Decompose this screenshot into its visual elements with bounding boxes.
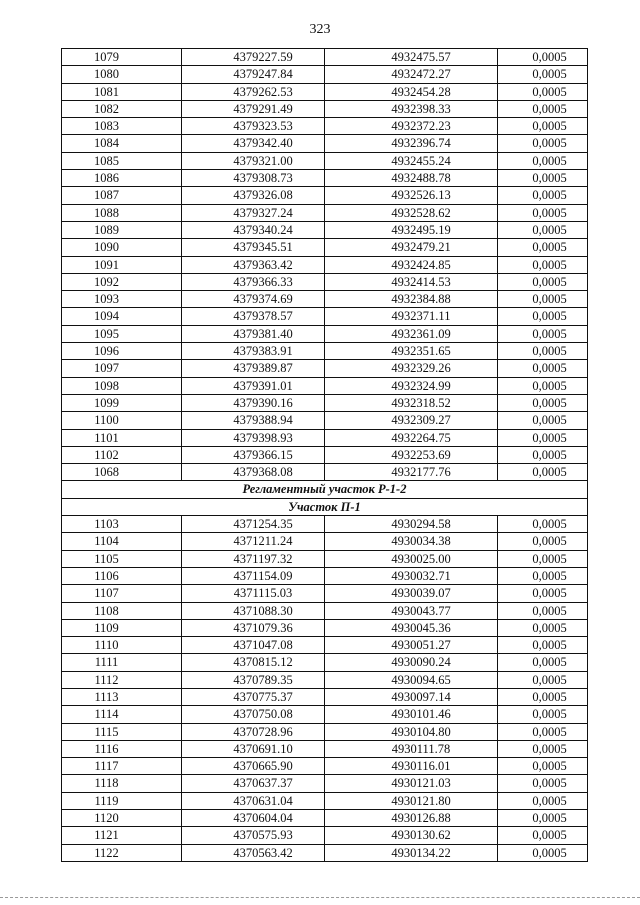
point-number-cell: 1110 xyxy=(62,637,182,654)
table-row xyxy=(62,446,588,463)
table-row xyxy=(62,740,588,757)
y-coordinate-cell: 4930025.00 xyxy=(325,550,498,567)
table-row xyxy=(62,516,588,533)
table-row xyxy=(62,602,588,619)
y-coordinate-cell: 4932414.53 xyxy=(325,273,498,290)
accuracy-cell: 0,0005 xyxy=(498,429,588,446)
accuracy-cell: 0,0005 xyxy=(498,135,588,152)
page-number: 323 xyxy=(309,22,331,37)
point-number-cell: 1093 xyxy=(62,291,182,308)
y-coordinate-cell: 4930104.80 xyxy=(325,723,498,740)
y-coordinate-cell: 4930097.14 xyxy=(325,688,498,705)
table-row xyxy=(62,221,588,238)
y-coordinate-cell: 4932361.09 xyxy=(325,325,498,342)
x-coordinate-cell: 4371079.36 xyxy=(182,619,325,636)
table-row xyxy=(62,394,588,411)
point-number-cell: 1100 xyxy=(62,412,182,429)
page-bottom-edge xyxy=(0,897,640,898)
accuracy-cell: 0,0005 xyxy=(498,291,588,308)
x-coordinate-cell: 4379398.93 xyxy=(182,429,325,446)
point-number-cell: 1106 xyxy=(62,567,182,584)
accuracy-cell: 0,0005 xyxy=(498,706,588,723)
y-coordinate-cell: 4932324.99 xyxy=(325,377,498,394)
table-row xyxy=(62,688,588,705)
point-number-cell: 1068 xyxy=(62,464,182,481)
y-coordinate-cell: 4932329.26 xyxy=(325,360,498,377)
accuracy-cell: 0,0005 xyxy=(498,256,588,273)
point-number-cell: 1104 xyxy=(62,533,182,550)
table-row xyxy=(62,412,588,429)
table-row xyxy=(62,429,588,446)
point-number-cell: 1109 xyxy=(62,619,182,636)
point-number-cell: 1088 xyxy=(62,204,182,221)
coordinates-table xyxy=(61,48,588,862)
y-coordinate-cell: 4930090.24 xyxy=(325,654,498,671)
y-coordinate-cell: 4930134.22 xyxy=(325,844,498,861)
y-coordinate-cell: 4932488.78 xyxy=(325,170,498,187)
accuracy-cell: 0,0005 xyxy=(498,221,588,238)
accuracy-cell: 0,0005 xyxy=(498,585,588,602)
x-coordinate-cell: 4379308.73 xyxy=(182,170,325,187)
point-number-cell: 1092 xyxy=(62,273,182,290)
y-coordinate-cell: 4932372.23 xyxy=(325,118,498,135)
accuracy-cell: 0,0005 xyxy=(498,100,588,117)
point-number-cell: 1116 xyxy=(62,740,182,757)
table-row xyxy=(62,256,588,273)
x-coordinate-cell: 4379340.24 xyxy=(182,221,325,238)
y-coordinate-cell: 4932495.19 xyxy=(325,221,498,238)
x-coordinate-cell: 4379391.01 xyxy=(182,377,325,394)
accuracy-cell: 0,0005 xyxy=(498,343,588,360)
x-coordinate-cell: 4370604.04 xyxy=(182,810,325,827)
table-row xyxy=(62,619,588,636)
table-row xyxy=(62,775,588,792)
point-number-cell: 1119 xyxy=(62,792,182,809)
table-row xyxy=(62,325,588,342)
table-row xyxy=(62,239,588,256)
y-coordinate-cell: 4930294.58 xyxy=(325,516,498,533)
accuracy-cell: 0,0005 xyxy=(498,516,588,533)
y-coordinate-cell: 4932528.62 xyxy=(325,204,498,221)
x-coordinate-cell: 4379383.91 xyxy=(182,343,325,360)
table-row xyxy=(62,723,588,740)
y-coordinate-cell: 4930111.78 xyxy=(325,740,498,757)
point-number-cell: 1086 xyxy=(62,170,182,187)
accuracy-cell: 0,0005 xyxy=(498,187,588,204)
accuracy-cell: 0,0005 xyxy=(498,533,588,550)
x-coordinate-cell: 4371115.03 xyxy=(182,585,325,602)
table-row xyxy=(62,343,588,360)
y-coordinate-cell: 4932253.69 xyxy=(325,446,498,463)
point-number-cell: 1083 xyxy=(62,118,182,135)
table-row xyxy=(62,308,588,325)
point-number-cell: 1101 xyxy=(62,429,182,446)
point-number-cell: 1099 xyxy=(62,394,182,411)
point-number-cell: 1079 xyxy=(62,49,182,66)
point-number-cell: 1114 xyxy=(62,706,182,723)
y-coordinate-cell: 4930045.36 xyxy=(325,619,498,636)
table-row xyxy=(62,844,588,861)
point-number-cell: 1084 xyxy=(62,135,182,152)
x-coordinate-cell: 4370815.12 xyxy=(182,654,325,671)
x-coordinate-cell: 4379378.57 xyxy=(182,308,325,325)
x-coordinate-cell: 4379327.24 xyxy=(182,204,325,221)
x-coordinate-cell: 4371254.35 xyxy=(182,516,325,533)
point-number-cell: 1113 xyxy=(62,688,182,705)
accuracy-cell: 0,0005 xyxy=(498,118,588,135)
y-coordinate-cell: 4932475.57 xyxy=(325,49,498,66)
point-number-cell: 1095 xyxy=(62,325,182,342)
table-section-headers xyxy=(62,481,588,516)
section-title: Регламентный участок Р-1-2 xyxy=(62,481,588,498)
table-row xyxy=(62,637,588,654)
table-row xyxy=(62,360,588,377)
x-coordinate-cell: 4379345.51 xyxy=(182,239,325,256)
x-coordinate-cell: 4370789.35 xyxy=(182,671,325,688)
y-coordinate-cell: 4932309.27 xyxy=(325,412,498,429)
table-body-part-1 xyxy=(62,49,588,481)
table-row xyxy=(62,377,588,394)
x-coordinate-cell: 4379366.33 xyxy=(182,273,325,290)
accuracy-cell: 0,0005 xyxy=(498,740,588,757)
table-row xyxy=(62,187,588,204)
accuracy-cell: 0,0005 xyxy=(498,360,588,377)
y-coordinate-cell: 4930121.03 xyxy=(325,775,498,792)
accuracy-cell: 0,0005 xyxy=(498,152,588,169)
accuracy-cell: 0,0005 xyxy=(498,792,588,809)
point-number-cell: 1102 xyxy=(62,446,182,463)
table-row xyxy=(62,792,588,809)
point-number-cell: 1090 xyxy=(62,239,182,256)
table-row xyxy=(62,49,588,66)
x-coordinate-cell: 4370563.42 xyxy=(182,844,325,861)
accuracy-cell: 0,0005 xyxy=(498,394,588,411)
x-coordinate-cell: 4371088.30 xyxy=(182,602,325,619)
x-coordinate-cell: 4379381.40 xyxy=(182,325,325,342)
table-row xyxy=(62,204,588,221)
accuracy-cell: 0,0005 xyxy=(498,239,588,256)
y-coordinate-cell: 4932384.88 xyxy=(325,291,498,308)
y-coordinate-cell: 4932455.24 xyxy=(325,152,498,169)
x-coordinate-cell: 4371211.24 xyxy=(182,533,325,550)
point-number-cell: 1112 xyxy=(62,671,182,688)
accuracy-cell: 0,0005 xyxy=(498,325,588,342)
point-number-cell: 1097 xyxy=(62,360,182,377)
accuracy-cell: 0,0005 xyxy=(498,550,588,567)
table-row xyxy=(62,66,588,83)
table-row xyxy=(62,671,588,688)
coordinates-table-container xyxy=(61,48,587,862)
x-coordinate-cell: 4379291.49 xyxy=(182,100,325,117)
y-coordinate-cell: 4932526.13 xyxy=(325,187,498,204)
table-row xyxy=(62,585,588,602)
x-coordinate-cell: 4379326.08 xyxy=(182,187,325,204)
accuracy-cell: 0,0005 xyxy=(498,810,588,827)
y-coordinate-cell: 4932472.27 xyxy=(325,66,498,83)
table-body-part-2 xyxy=(62,516,588,862)
point-number-cell: 1098 xyxy=(62,377,182,394)
y-coordinate-cell: 4932264.75 xyxy=(325,429,498,446)
point-number-cell: 1091 xyxy=(62,256,182,273)
point-number-cell: 1105 xyxy=(62,550,182,567)
table-row xyxy=(62,827,588,844)
x-coordinate-cell: 4370631.04 xyxy=(182,792,325,809)
accuracy-cell: 0,0005 xyxy=(498,775,588,792)
y-coordinate-cell: 4932351.65 xyxy=(325,343,498,360)
accuracy-cell: 0,0005 xyxy=(498,49,588,66)
point-number-cell: 1085 xyxy=(62,152,182,169)
point-number-cell: 1122 xyxy=(62,844,182,861)
y-coordinate-cell: 4930039.07 xyxy=(325,585,498,602)
point-number-cell: 1103 xyxy=(62,516,182,533)
table-row xyxy=(62,273,588,290)
x-coordinate-cell: 4370691.10 xyxy=(182,740,325,757)
x-coordinate-cell: 4370775.37 xyxy=(182,688,325,705)
x-coordinate-cell: 4379262.53 xyxy=(182,83,325,100)
y-coordinate-cell: 4930034.38 xyxy=(325,533,498,550)
accuracy-cell: 0,0005 xyxy=(498,83,588,100)
accuracy-cell: 0,0005 xyxy=(498,827,588,844)
point-number-cell: 1082 xyxy=(62,100,182,117)
y-coordinate-cell: 4932479.21 xyxy=(325,239,498,256)
table-row xyxy=(62,758,588,775)
y-coordinate-cell: 4930116.01 xyxy=(325,758,498,775)
table-row xyxy=(62,152,588,169)
table-row xyxy=(62,170,588,187)
table-row xyxy=(62,291,588,308)
table-row xyxy=(62,533,588,550)
x-coordinate-cell: 4370728.96 xyxy=(182,723,325,740)
accuracy-cell: 0,0005 xyxy=(498,602,588,619)
x-coordinate-cell: 4370575.93 xyxy=(182,827,325,844)
accuracy-cell: 0,0005 xyxy=(498,170,588,187)
point-number-cell: 1087 xyxy=(62,187,182,204)
y-coordinate-cell: 4930121.80 xyxy=(325,792,498,809)
accuracy-cell: 0,0005 xyxy=(498,637,588,654)
point-number-cell: 1117 xyxy=(62,758,182,775)
accuracy-cell: 0,0005 xyxy=(498,273,588,290)
y-coordinate-cell: 4932318.52 xyxy=(325,394,498,411)
x-coordinate-cell: 4379227.59 xyxy=(182,49,325,66)
point-number-cell: 1118 xyxy=(62,775,182,792)
point-number-cell: 1094 xyxy=(62,308,182,325)
point-number-cell: 1115 xyxy=(62,723,182,740)
x-coordinate-cell: 4379366.15 xyxy=(182,446,325,463)
point-number-cell: 1120 xyxy=(62,810,182,827)
accuracy-cell: 0,0005 xyxy=(498,619,588,636)
accuracy-cell: 0,0005 xyxy=(498,844,588,861)
x-coordinate-cell: 4371197.32 xyxy=(182,550,325,567)
accuracy-cell: 0,0005 xyxy=(498,654,588,671)
accuracy-cell: 0,0005 xyxy=(498,567,588,584)
accuracy-cell: 0,0005 xyxy=(498,671,588,688)
x-coordinate-cell: 4371154.09 xyxy=(182,567,325,584)
point-number-cell: 1089 xyxy=(62,221,182,238)
point-number-cell: 1081 xyxy=(62,83,182,100)
table-row xyxy=(62,567,588,584)
y-coordinate-cell: 4932371.11 xyxy=(325,308,498,325)
accuracy-cell: 0,0005 xyxy=(498,688,588,705)
table-row xyxy=(62,810,588,827)
table-row xyxy=(62,100,588,117)
y-coordinate-cell: 4930051.27 xyxy=(325,637,498,654)
y-coordinate-cell: 4932454.28 xyxy=(325,83,498,100)
point-number-cell: 1080 xyxy=(62,66,182,83)
accuracy-cell: 0,0005 xyxy=(498,723,588,740)
point-number-cell: 1111 xyxy=(62,654,182,671)
x-coordinate-cell: 4379342.40 xyxy=(182,135,325,152)
table-row xyxy=(62,83,588,100)
x-coordinate-cell: 4379363.42 xyxy=(182,256,325,273)
y-coordinate-cell: 4930094.65 xyxy=(325,671,498,688)
y-coordinate-cell: 4932177.76 xyxy=(325,464,498,481)
section-title-row xyxy=(62,481,588,498)
y-coordinate-cell: 4932396.74 xyxy=(325,135,498,152)
y-coordinate-cell: 4930126.88 xyxy=(325,810,498,827)
accuracy-cell: 0,0005 xyxy=(498,446,588,463)
accuracy-cell: 0,0005 xyxy=(498,464,588,481)
table-row xyxy=(62,135,588,152)
x-coordinate-cell: 4370637.37 xyxy=(182,775,325,792)
accuracy-cell: 0,0005 xyxy=(498,377,588,394)
accuracy-cell: 0,0005 xyxy=(498,204,588,221)
x-coordinate-cell: 4379323.53 xyxy=(182,118,325,135)
accuracy-cell: 0,0005 xyxy=(498,66,588,83)
x-coordinate-cell: 4371047.08 xyxy=(182,637,325,654)
accuracy-cell: 0,0005 xyxy=(498,758,588,775)
accuracy-cell: 0,0005 xyxy=(498,308,588,325)
y-coordinate-cell: 4932424.85 xyxy=(325,256,498,273)
point-number-cell: 1121 xyxy=(62,827,182,844)
x-coordinate-cell: 4379390.16 xyxy=(182,394,325,411)
x-coordinate-cell: 4379247.84 xyxy=(182,66,325,83)
x-coordinate-cell: 4379389.87 xyxy=(182,360,325,377)
x-coordinate-cell: 4379388.94 xyxy=(182,412,325,429)
table-row xyxy=(62,706,588,723)
x-coordinate-cell: 4370750.08 xyxy=(182,706,325,723)
point-number-cell: 1107 xyxy=(62,585,182,602)
table-row xyxy=(62,550,588,567)
table-row xyxy=(62,654,588,671)
subsection-title: Участок П-1 xyxy=(62,498,588,515)
y-coordinate-cell: 4930043.77 xyxy=(325,602,498,619)
y-coordinate-cell: 4932398.33 xyxy=(325,100,498,117)
table-row xyxy=(62,464,588,481)
y-coordinate-cell: 4930101.46 xyxy=(325,706,498,723)
accuracy-cell: 0,0005 xyxy=(498,412,588,429)
subsection-title-row xyxy=(62,498,588,515)
x-coordinate-cell: 4379368.08 xyxy=(182,464,325,481)
x-coordinate-cell: 4379374.69 xyxy=(182,291,325,308)
x-coordinate-cell: 4370665.90 xyxy=(182,758,325,775)
y-coordinate-cell: 4930032.71 xyxy=(325,567,498,584)
table-row xyxy=(62,118,588,135)
point-number-cell: 1096 xyxy=(62,343,182,360)
y-coordinate-cell: 4930130.62 xyxy=(325,827,498,844)
point-number-cell: 1108 xyxy=(62,602,182,619)
x-coordinate-cell: 4379321.00 xyxy=(182,152,325,169)
